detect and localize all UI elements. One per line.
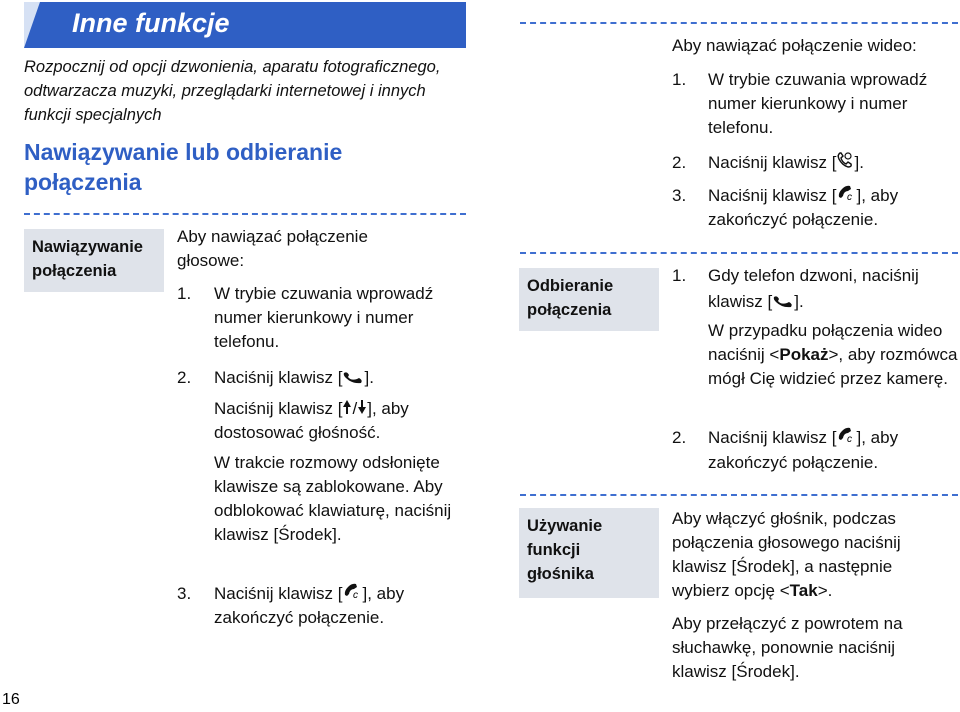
step-text	[214, 397, 409, 422]
step-text: Gdy telefon dzwoni, naciśnij	[708, 266, 919, 285]
dial-key-icon	[342, 367, 364, 391]
end-key-icon	[836, 426, 856, 451]
step-text-part: ].	[794, 292, 804, 311]
step-text-part: W przypadku połączenia wideo naciśnij <	[708, 321, 943, 364]
page-number: 16	[2, 691, 20, 708]
step-text	[214, 582, 404, 607]
step-text-part: ].	[854, 153, 864, 172]
divider	[520, 22, 958, 24]
step-text-part: ], aby	[856, 186, 899, 205]
step-text: zakończyć połączenie.	[708, 453, 879, 472]
step-text-part: Naciśnij klawisz [	[708, 428, 837, 447]
svg-text:c: c	[847, 192, 853, 203]
step-text-part: Naciśnij klawisz [	[708, 153, 837, 172]
volume-down-icon	[357, 398, 367, 422]
step-note	[708, 319, 960, 391]
step-number: 2.	[177, 368, 192, 387]
step-text-part: Naciśnij klawisz [	[214, 368, 343, 387]
step-number: 3.	[177, 584, 192, 603]
video-call-heading: Aby nawiązać połączenie wideo:	[672, 36, 917, 55]
paragraph	[672, 507, 954, 603]
softkey-label: Pokaż	[779, 345, 829, 364]
chapter-header	[24, 2, 466, 48]
step-text-part: ], aby	[367, 399, 409, 418]
step-text: zakończyć połączenie.	[214, 608, 385, 627]
step-number: 2.	[672, 153, 687, 172]
step-text: W trybie czuwania wprowadź numer kierunkowy i numer telefonu.	[708, 70, 928, 137]
step-note: W trakcie rozmowy odsłonięte klawisze są zablokowane. Aby odblokować klawiaturę, naciśnij klawisz [Środek].	[214, 453, 452, 544]
step-number: 1.	[672, 70, 687, 89]
step-number: 2.	[672, 428, 687, 447]
step-number: 3.	[672, 186, 687, 205]
step-text-part: ], aby	[856, 428, 899, 447]
end-key-icon	[836, 184, 856, 209]
step-text-part: Naciśnij klawisz [	[708, 186, 837, 205]
paragraph-part: Aby włączyć głośnik, podczas połączenia głosowego naciśnij klawisz [Środek], a następnie wybierz opcję <	[672, 509, 901, 600]
step-number: 1.	[177, 284, 192, 303]
step-text-part: Naciśnij klawisz [	[214, 399, 343, 418]
end-key-icon	[342, 582, 362, 607]
step-text: zakończyć połączenie.	[708, 210, 879, 229]
header-decoration	[24, 2, 40, 48]
voice-call-heading: Aby nawiązać połączenie głosowe:	[177, 227, 368, 270]
step-number: 1.	[672, 266, 687, 285]
dial-key-icon	[772, 291, 794, 315]
svg-text:c: c	[353, 590, 359, 601]
step-text-part: ], aby	[362, 584, 405, 603]
divider	[520, 252, 958, 254]
svg-text:c: c	[847, 434, 853, 445]
paragraph-part: >.	[817, 581, 833, 600]
step-text: dostosować głośność.	[214, 423, 381, 442]
step-text-part: ].	[364, 368, 374, 387]
step-text	[708, 426, 898, 451]
step-text	[214, 366, 374, 391]
step-text	[708, 290, 804, 315]
volume-up-icon	[342, 398, 352, 422]
video-call-key-icon	[836, 151, 854, 176]
label-speakerphone: Używanie funkcji głośnika	[519, 508, 659, 598]
step-text-part: >, aby rozmówca mógł Cię widzieć przez kamerę.	[708, 345, 958, 388]
divider	[520, 494, 958, 496]
label-answering-call: Odbieranie połączenia	[519, 268, 659, 331]
section-title: Nawiązywanie lub odbieranie połączenia	[24, 139, 343, 195]
chapter-title: Inne funkcje	[72, 8, 230, 38]
step-text-part: Naciśnij klawisz [	[214, 584, 343, 603]
step-text-part: /	[352, 399, 358, 418]
step-text	[708, 184, 898, 209]
paragraph: Aby przełączyć z powrotem na słuchawkę, ponownie naciśnij klawisz [Środek].	[672, 614, 903, 681]
step-text-part: klawisz [	[708, 292, 773, 311]
option-label: Tak	[789, 581, 818, 600]
chapter-intro: Rozpocznij od opcji dzwonienia, aparatu fotograficznego, odtwarzacza muzyki, przeglądarki internetowej i innych funkcji specjalnych	[24, 58, 441, 124]
step-text: W trybie czuwania wprowadź numer kierunkowy i numer telefonu.	[214, 284, 434, 351]
label-making-call: Nawiązywanie połączenia	[24, 229, 164, 292]
step-text	[708, 151, 864, 176]
divider	[24, 213, 466, 215]
